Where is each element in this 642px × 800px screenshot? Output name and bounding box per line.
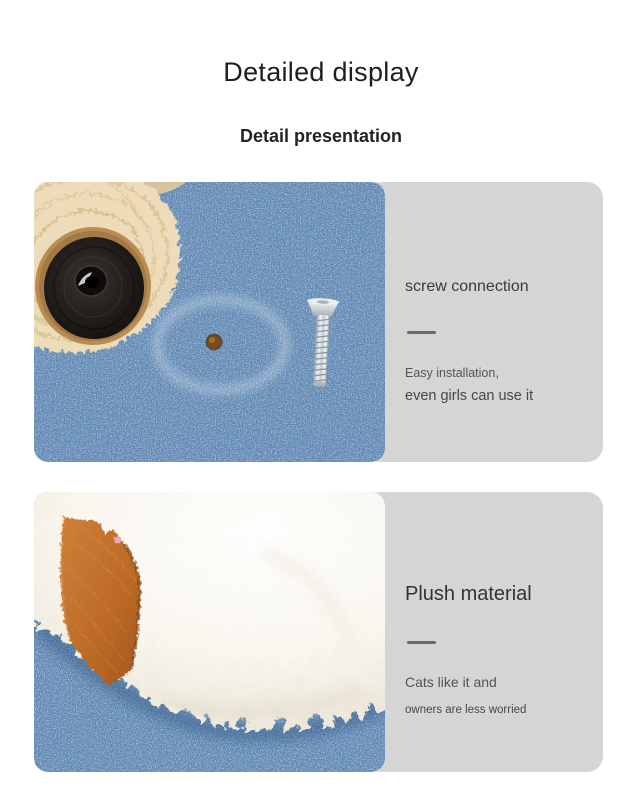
caption-line-2: owners are less worried — [405, 704, 527, 716]
screw-connection-photo — [34, 182, 385, 462]
page-subtitle: Detail presentation — [239, 126, 403, 146]
screw-connection-illustration — [34, 182, 385, 462]
caption-title: Plush material — [405, 583, 532, 605]
hub-hole — [85, 276, 99, 288]
pink-tag-bit — [112, 534, 120, 542]
caption-line-2: even girls can use it — [405, 388, 534, 404]
plush-material-illustration — [34, 492, 385, 772]
screw-hole-insert — [207, 335, 222, 350]
detail-card-plush-material — [34, 492, 603, 772]
detail-card-screw-connection — [34, 182, 603, 462]
caption-title: screw connection — [405, 278, 529, 295]
caption-panel — [364, 492, 603, 772]
caption-dash — [407, 331, 436, 334]
caption-dash — [407, 641, 436, 644]
plush-material-photo — [34, 492, 385, 772]
caption-line-1: Cats like it and — [405, 674, 497, 690]
caption-panel — [364, 182, 603, 462]
page-title: Detailed display — [223, 57, 419, 87]
caption-line-1: Easy installation, — [405, 366, 499, 380]
